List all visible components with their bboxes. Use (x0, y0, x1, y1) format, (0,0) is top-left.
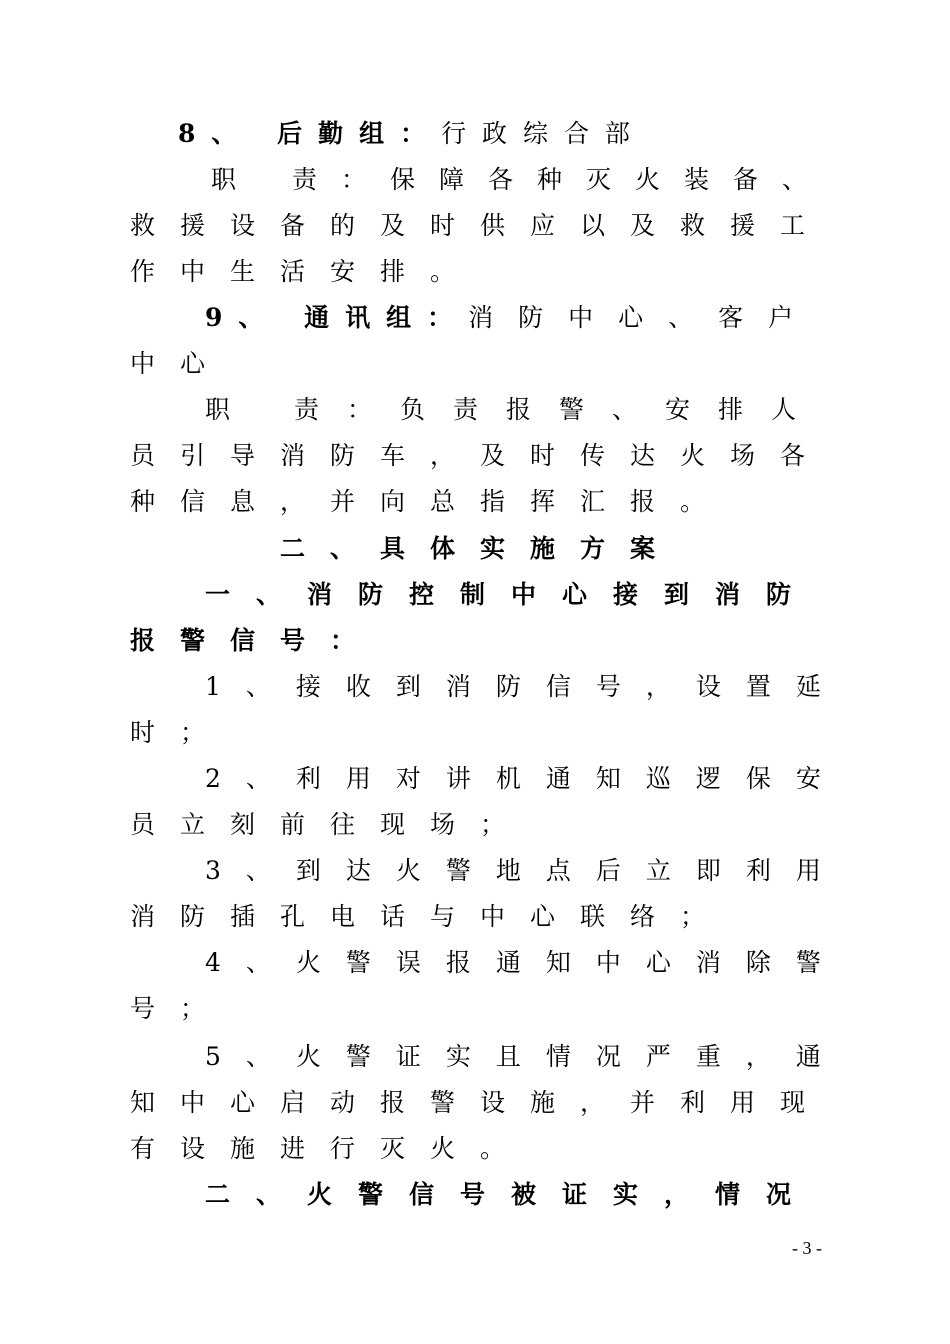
subsection-two-heading: 二、火警信号被证实，情况 (205, 1180, 818, 1209)
step-1-line-2: 时； (130, 718, 231, 747)
section-8-heading (178, 117, 868, 151)
step-5-line-3: 有设施进行灭火。 (130, 1134, 531, 1163)
section-8-dept: 行 政 综 合 部 (441, 119, 634, 148)
step-5-line-2: 知中心启动报警设施，并利用现 (130, 1088, 831, 1117)
subsection-one-heading: 一、消防控制中心接到消防 (205, 580, 818, 609)
section-9-dept-cont: 中心 (130, 349, 231, 378)
section-9-duty-line-3: 种信息，并向总指挥汇报。 (130, 487, 731, 516)
step-4-line-1: 4、火警误报通知中心消除警 (205, 948, 846, 977)
part-two-title: 二、具体实施方案 (280, 534, 681, 563)
step-2-line-2: 员立刻前往现场； (130, 810, 531, 839)
step-5-line-1: 5、火警证实且情况严重，通 (205, 1042, 846, 1071)
section-8-duty-line-1: 职 责：保障各种灭火装备、 (211, 165, 831, 194)
section-9-duty-line-2: 员引导消防车，及时传达火场各 (130, 441, 831, 470)
section-9-label: 9、 通讯组： (205, 303, 469, 332)
section-8-duty-line-2: 救援设备的及时供应以及救援工 (130, 211, 831, 240)
section-9-dept: 消防中心、客户 (468, 303, 819, 332)
step-4-line-2: 号； (130, 994, 231, 1023)
subsection-one-heading-cont: 报警信号： (130, 626, 381, 655)
section-9-heading (205, 301, 895, 335)
step-1-line-1: 1、接收到消防信号，设置延 (205, 672, 846, 701)
section-9-duty-line-1: 职 责：负责报警、安排人 (205, 395, 824, 424)
section-8-duty-line-3: 作中生活安排。 (130, 257, 481, 286)
step-3-line-1: 3、到达火警地点后立即利用 (205, 856, 846, 885)
section-8-label: 8、 后勤组： (178, 119, 442, 148)
step-2-line-1: 2、利用对讲机通知巡逻保安 (205, 764, 846, 793)
step-3-line-2: 消防插孔电话与中心联络； (130, 902, 731, 931)
page-number: - 3 - (792, 1238, 822, 1258)
